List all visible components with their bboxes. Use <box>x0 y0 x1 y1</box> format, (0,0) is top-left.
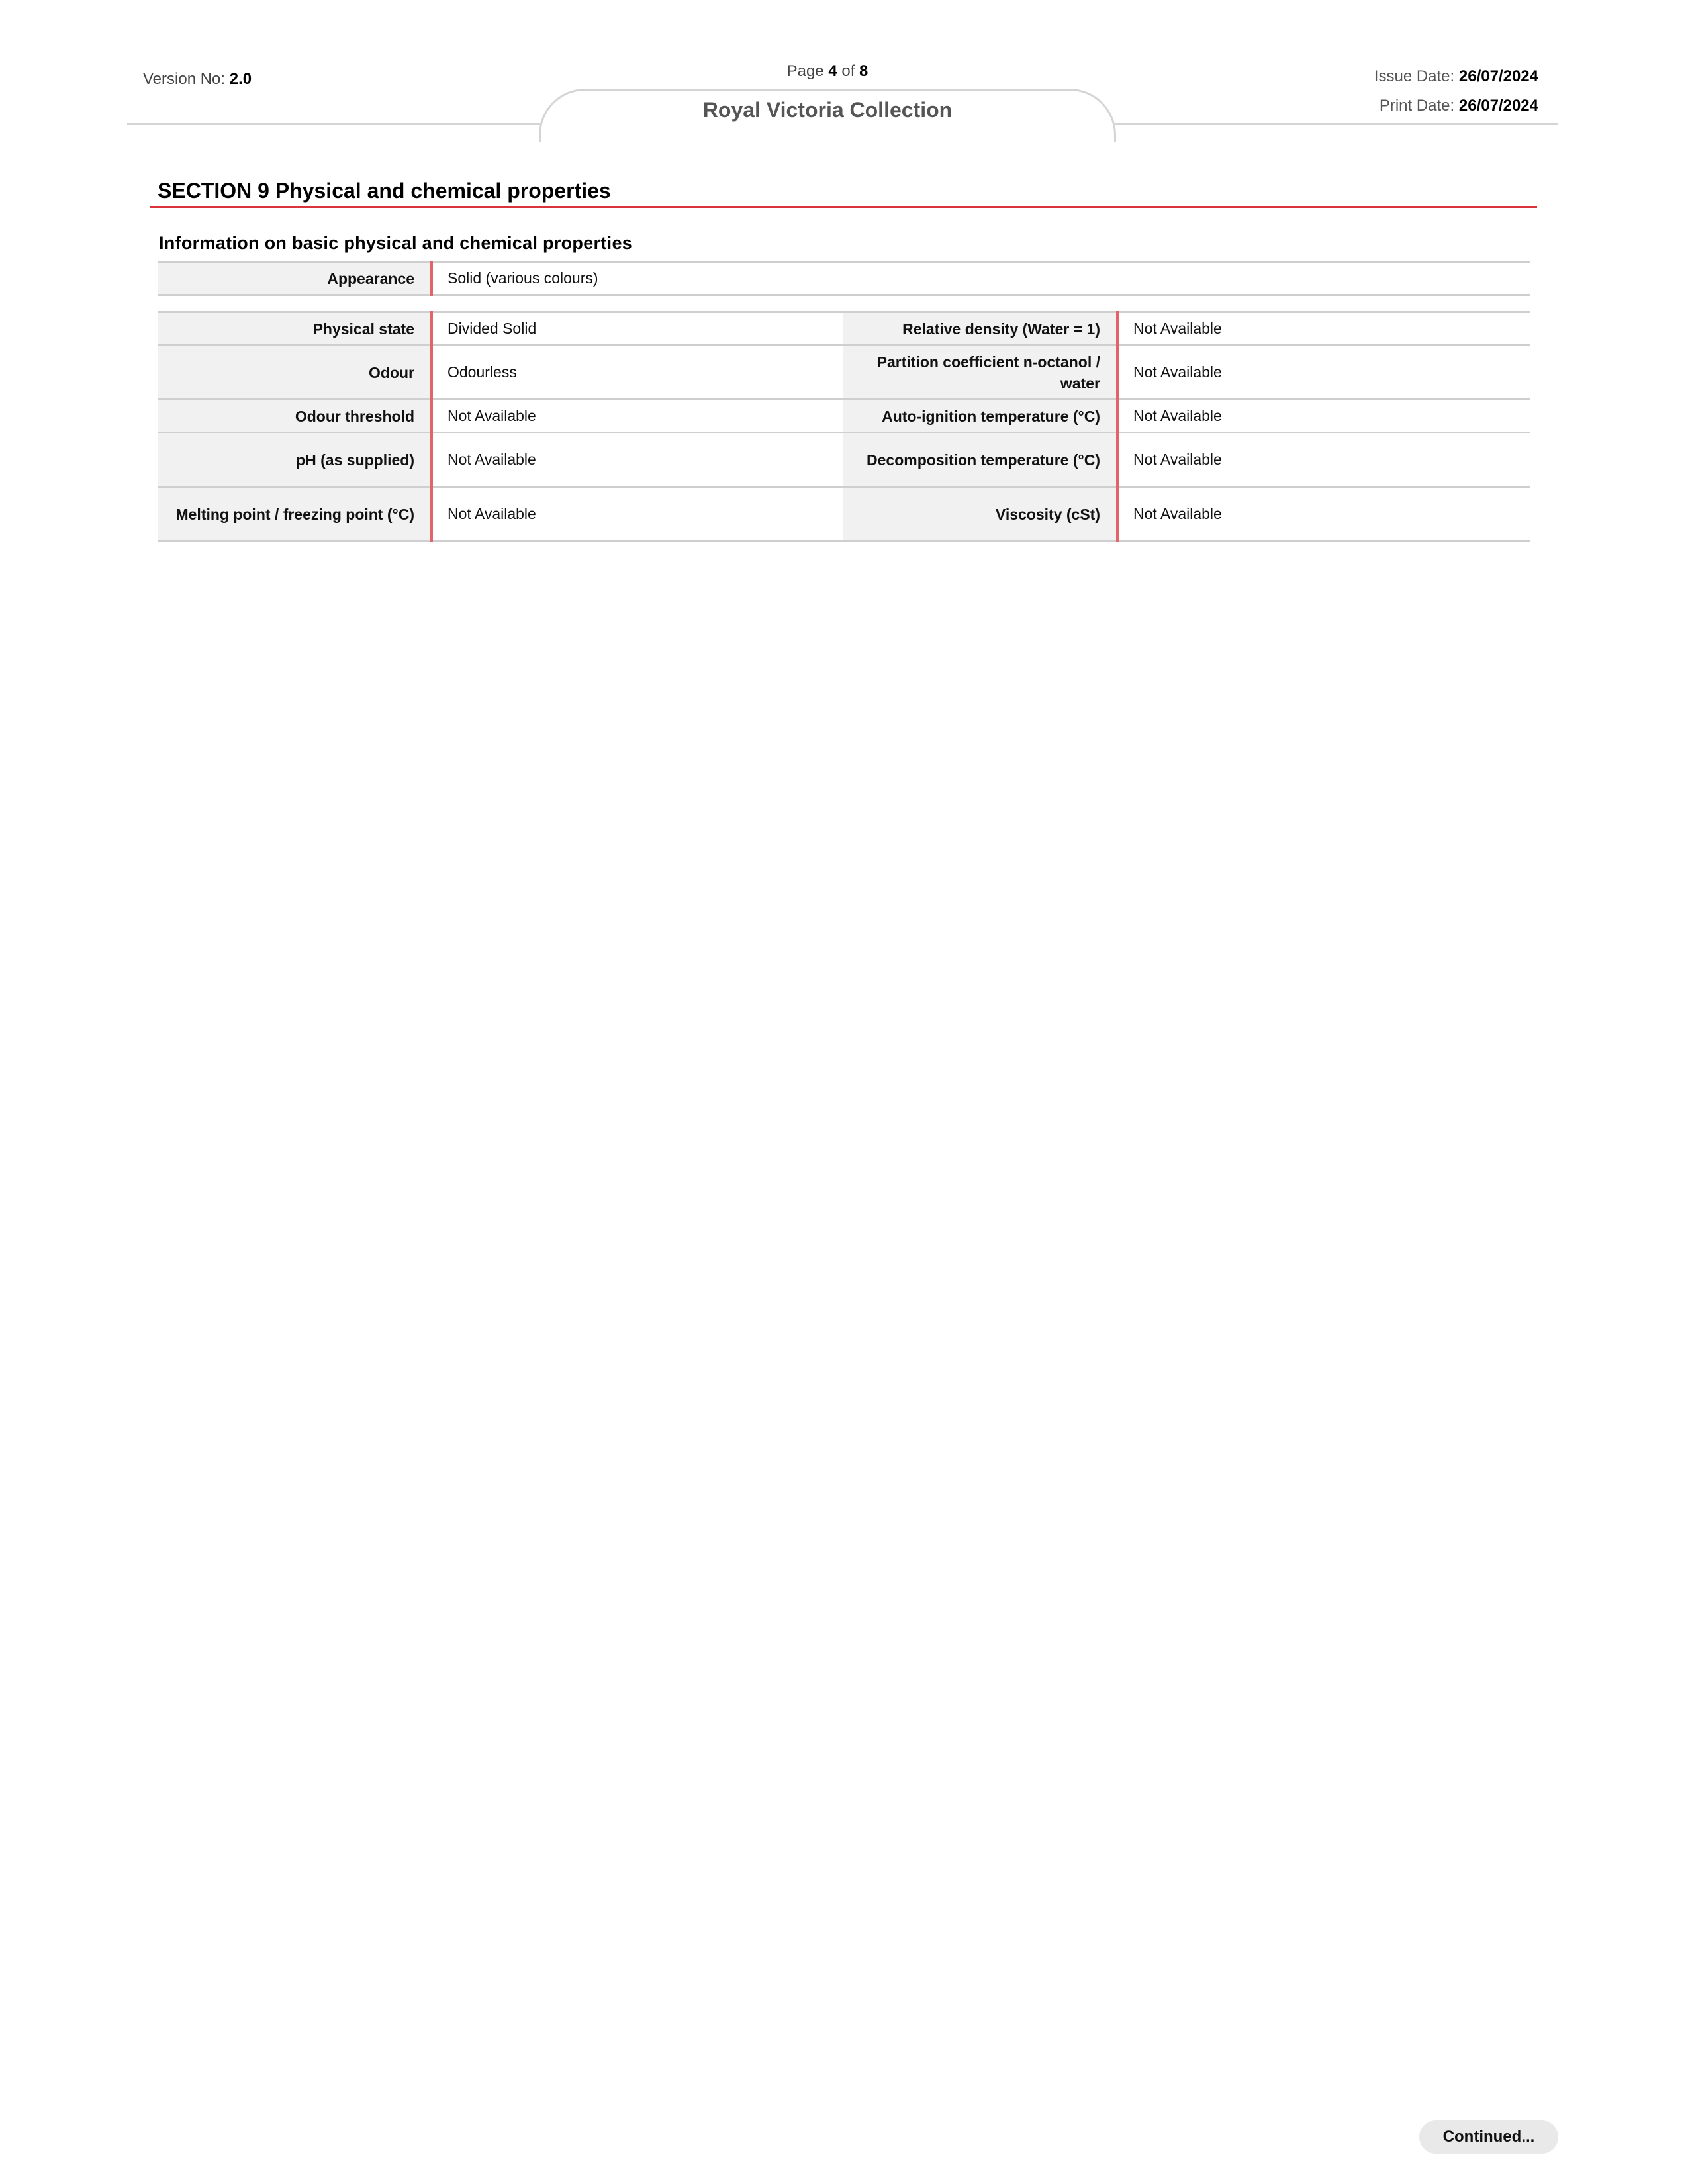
property-label: Odour <box>158 345 432 400</box>
version-value: 2.0 <box>229 70 252 88</box>
print-date-value: 26/07/2024 <box>1458 97 1538 114</box>
version-label: Version No: <box>143 70 226 88</box>
page-current: 4 <box>828 62 837 80</box>
property-label: pH (as supplied) <box>158 433 432 487</box>
property-value: Divided Solid <box>432 312 843 345</box>
properties-table <box>158 311 1530 542</box>
property-label: Physical state <box>158 312 432 345</box>
page-indicator <box>662 62 993 81</box>
table-row <box>158 433 1530 487</box>
table-row <box>158 400 1530 433</box>
appearance-label: Appearance <box>158 262 432 295</box>
property-label: Auto-ignition temperature (°C) <box>843 400 1117 433</box>
document-title: Royal Victoria Collection <box>702 98 953 122</box>
print-date-label: Print Date: <box>1379 97 1455 114</box>
property-label: Melting point / freezing point (°C) <box>158 487 432 541</box>
table-row <box>158 487 1530 541</box>
issue-date-label: Issue Date: <box>1374 68 1455 85</box>
header-dates <box>1374 62 1538 120</box>
page-prefix: Page <box>786 62 824 80</box>
appearance-table <box>158 261 1530 296</box>
issue-date <box>1374 62 1538 91</box>
property-value: Odourless <box>432 345 843 400</box>
section-heading: SECTION 9 Physical and chemical properties <box>158 179 611 203</box>
appearance-value: Solid (various colours) <box>432 262 1530 295</box>
property-label: Relative density (Water = 1) <box>843 312 1117 345</box>
continued-badge: Continued... <box>1419 2120 1558 2154</box>
print-date <box>1374 91 1538 120</box>
page-total: 8 <box>859 62 868 80</box>
version-number <box>143 70 252 89</box>
property-value: Not Available <box>1117 345 1530 400</box>
property-value: Not Available <box>1117 487 1530 541</box>
property-label: Decomposition temperature (°C) <box>843 433 1117 487</box>
table-row <box>158 262 1530 295</box>
property-label: Viscosity (cSt) <box>843 487 1117 541</box>
property-value: Not Available <box>432 400 843 433</box>
property-value: Not Available <box>1117 433 1530 487</box>
header-divider-right <box>1115 123 1558 125</box>
header-divider-left <box>127 123 540 125</box>
property-value: Not Available <box>432 487 843 541</box>
table-row <box>158 345 1530 400</box>
property-value: Not Available <box>1117 400 1530 433</box>
property-value: Not Available <box>432 433 843 487</box>
property-value: Not Available <box>1117 312 1530 345</box>
property-label: Odour threshold <box>158 400 432 433</box>
issue-date-value: 26/07/2024 <box>1458 68 1538 85</box>
page-of: of <box>841 62 855 80</box>
subsection-heading: Information on basic physical and chemical properties <box>159 233 633 253</box>
property-label: Partition coefficient n-octanol / water <box>843 345 1117 400</box>
table-row <box>158 312 1530 345</box>
section-divider <box>150 206 1537 208</box>
